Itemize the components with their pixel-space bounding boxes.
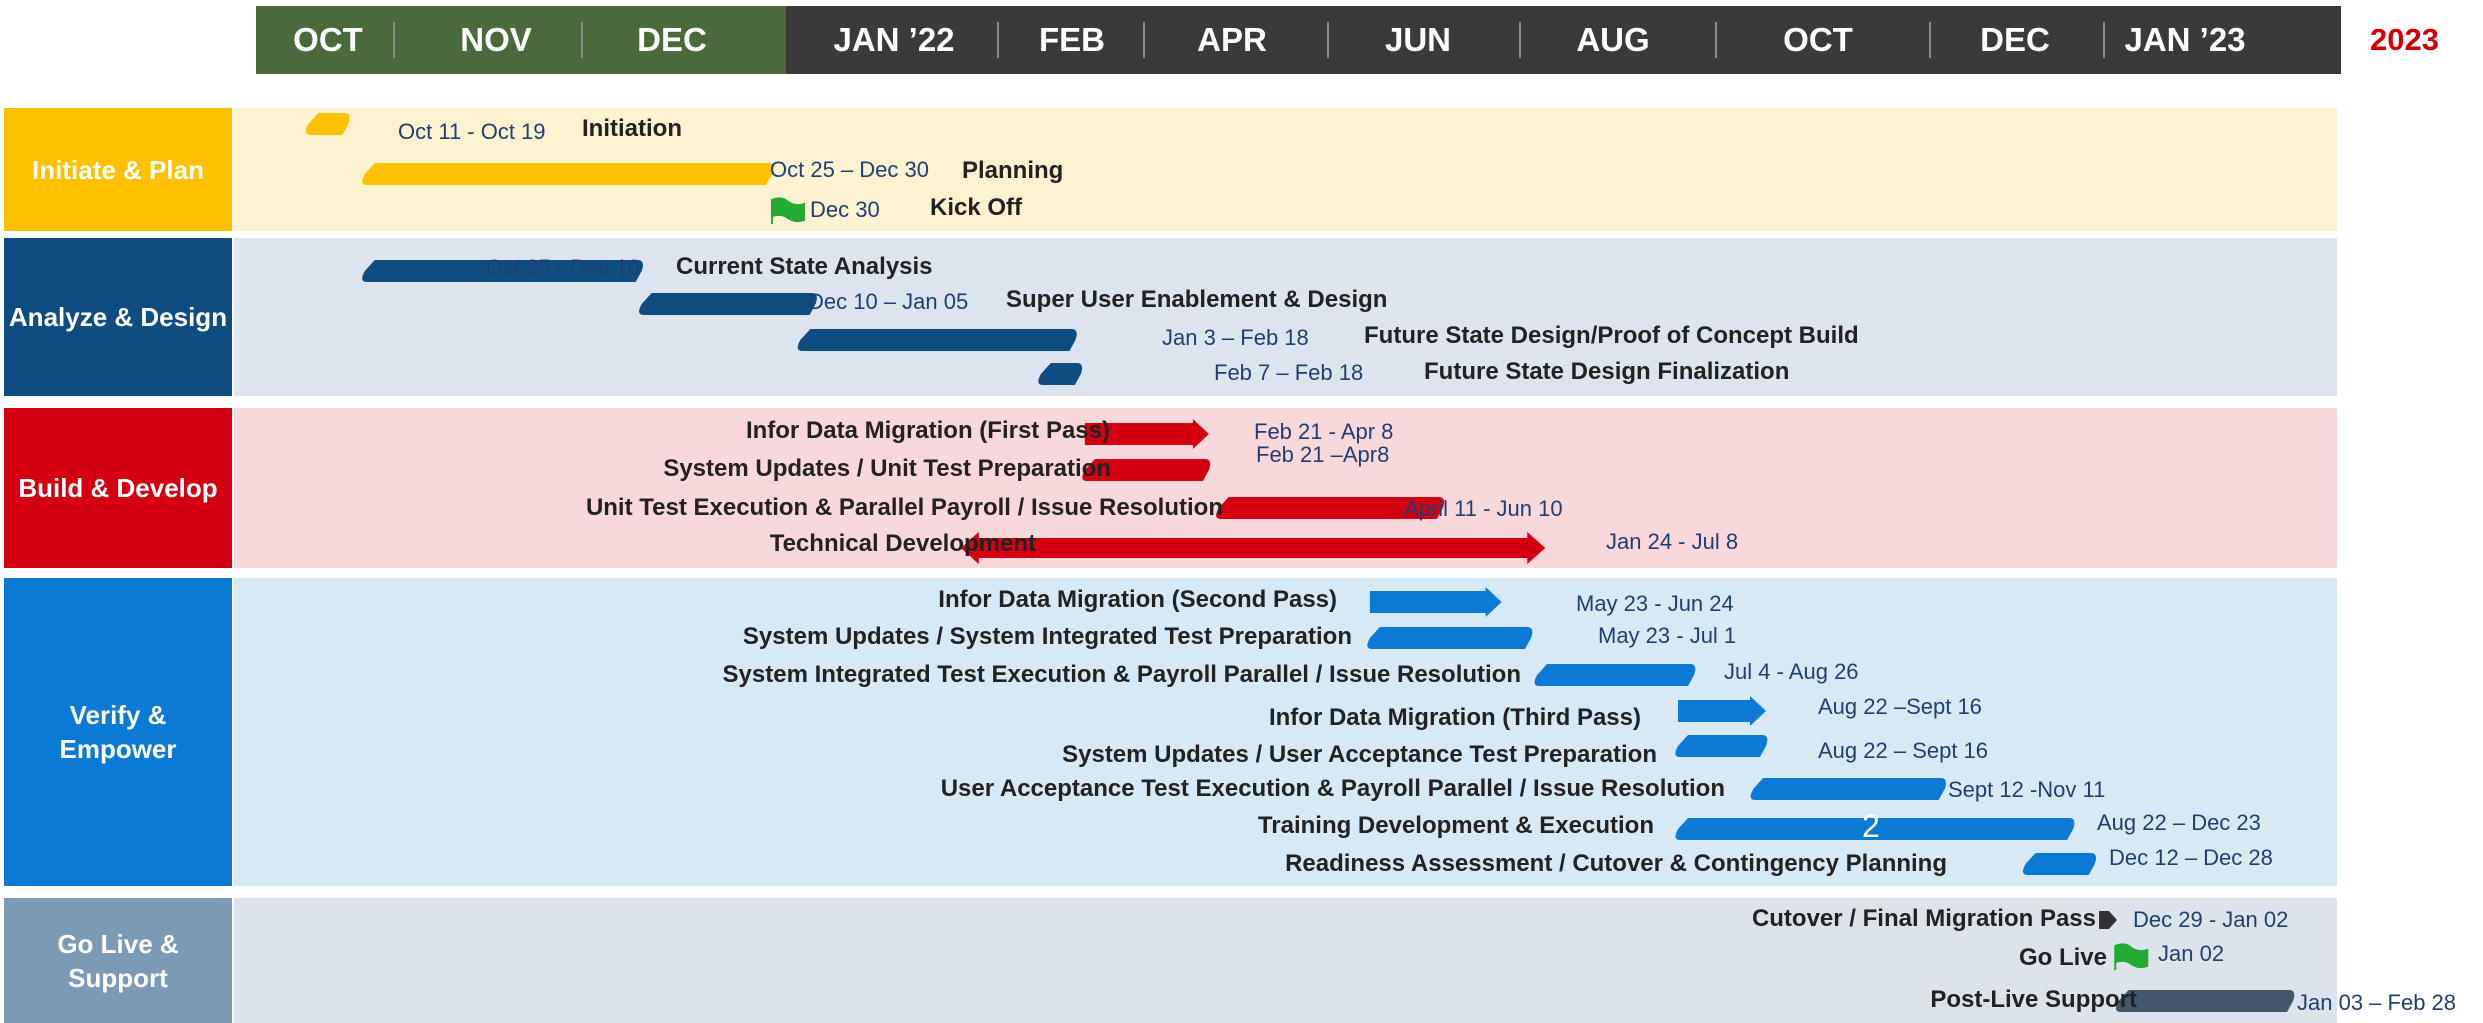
gantt-bar: [362, 163, 773, 185]
task-label: Technical Development: [769, 530, 1036, 557]
gantt-bar: [639, 293, 817, 315]
month-jun-2022: JUN: [1384, 21, 1452, 58]
task-date: May 23 - Jun 24: [1576, 591, 1734, 616]
task-label: Go Live: [2018, 944, 2107, 971]
month-jan-2022: JAN ’22: [833, 21, 955, 58]
task-date: May 23 - Jul 1: [1598, 623, 1737, 648]
month-oct-2022: OCT: [1783, 21, 1853, 58]
phase-initiate-plan: Initiate & Plan: [4, 108, 232, 231]
task-date: Feb 7 – Feb 18: [1214, 360, 1364, 385]
gantt-bar: [961, 532, 1545, 564]
task-label: System Updates / User Acceptance Test Preparation: [1062, 741, 1657, 768]
task-date: Jan 24 - Jul 8: [1606, 529, 1739, 554]
gantt-bar: [1038, 363, 1082, 385]
task-date: Aug 22 – Sept 16: [1818, 738, 1989, 763]
task-date: Oct 25 – Dec 30: [770, 157, 929, 182]
gantt-bar: [1678, 696, 1766, 726]
month-feb-2022: FEB: [1039, 21, 1105, 58]
phase-go-live-support: Go Live & Support: [4, 898, 232, 1023]
task-label: Infor Data Migration (Third Pass): [1268, 704, 1641, 731]
gantt-bar: [306, 113, 350, 135]
task-date: Jul 4 - Aug 26: [1724, 659, 1859, 684]
gantt-bar: [1370, 587, 1502, 617]
task-label: User Acceptance Test Execution & Payroll Parallel / Issue Resolution: [940, 775, 1725, 802]
task-date: Dec 29 - Jan 02: [2133, 907, 2289, 932]
task-date: Jan 3 – Feb 18: [1162, 325, 1309, 350]
task-date: Feb 21 - Apr 8: [1254, 419, 1394, 444]
task-label: Current State Analysis: [676, 253, 933, 280]
task-label: Future State Design Finalization: [1424, 358, 1790, 385]
task-date: Jan 02: [2158, 941, 2225, 966]
task-label: Post-Live Support: [1930, 986, 2137, 1013]
task-label: Cutover / Final Migration Pass: [1751, 905, 2096, 932]
gantt-bar: [1751, 778, 1946, 800]
task-date: Feb 21 –Apr8: [1256, 442, 1390, 467]
bar-overlay-number: 2: [1862, 808, 1880, 844]
task-label: Kick Off: [930, 194, 1023, 221]
gantt-bar: [798, 329, 1077, 351]
task-date: April 11 - Jun 10: [1404, 496, 1563, 521]
task-label: System Updates / Unit Test Preparation: [663, 455, 1111, 482]
gantt-bar: [2115, 944, 2147, 970]
month-nov-2021: NOV: [460, 21, 532, 58]
task-date: Dec 12 – Dec 28: [2109, 845, 2273, 870]
year-label: 2023: [2370, 22, 2439, 57]
month-dec-2022: DEC: [1980, 21, 2050, 58]
phase-analyze-design: Analyze & Design: [4, 238, 232, 396]
task-label: Training Development & Execution: [1257, 812, 1654, 839]
task-label: Future State Design/Proof of Concept Build: [1364, 322, 1859, 349]
task-date: Dec 30: [810, 197, 880, 222]
task-date: Jan 03 – Feb 28: [2297, 990, 2457, 1015]
task-label: System Integrated Test Execution & Payroll Parallel / Issue Resolution: [722, 661, 1521, 688]
gantt-bar: [772, 198, 804, 224]
task-date: Oct 25 - Dec 10: [486, 255, 641, 280]
month-oct-2021: OCT: [293, 21, 363, 58]
month-jan-2023: JAN ’23: [2124, 21, 2246, 58]
task-label: System Updates / System Integrated Test Preparation: [742, 623, 1352, 650]
task-label: Unit Test Execution & Parallel Payroll / Issue Resolution: [585, 494, 1223, 521]
phase-verify-empower: Verify & Empower: [4, 578, 232, 886]
task-label: Super User Enablement & Design: [1006, 286, 1388, 313]
task-date: Dec 10 – Jan 05: [808, 289, 969, 314]
gantt-bar: [2099, 911, 2117, 929]
task-label: Readiness Assessment / Cutover & Contingency Planning: [1285, 850, 1947, 877]
gantt-bar: [1367, 627, 1532, 649]
gantt-bar: [1675, 735, 1767, 757]
month-apr-2022: APR: [1197, 21, 1267, 58]
task-label: Infor Data Migration (First Pass): [745, 417, 1110, 444]
task-date: Oct 11 - Oct 19: [398, 119, 546, 144]
gantt-bar: [2116, 990, 2294, 1012]
task-date: Aug 22 – Dec 23: [2097, 810, 2261, 835]
phase-build-develop: Build & Develop: [4, 408, 232, 568]
task-date: Sept 12 -Nov 11: [1948, 777, 2106, 802]
gantt-bar: [1535, 664, 1696, 686]
gantt-bar: [2023, 853, 2096, 875]
task-label: Infor Data Migration (Second Pass): [938, 586, 1337, 613]
task-label: Initiation: [582, 115, 682, 142]
task-date: Aug 22 –Sept 16: [1818, 694, 1982, 719]
task-label: Planning: [962, 157, 1064, 184]
month-dec-2021: DEC: [637, 21, 707, 58]
month-aug-2022: AUG: [1576, 21, 1650, 58]
